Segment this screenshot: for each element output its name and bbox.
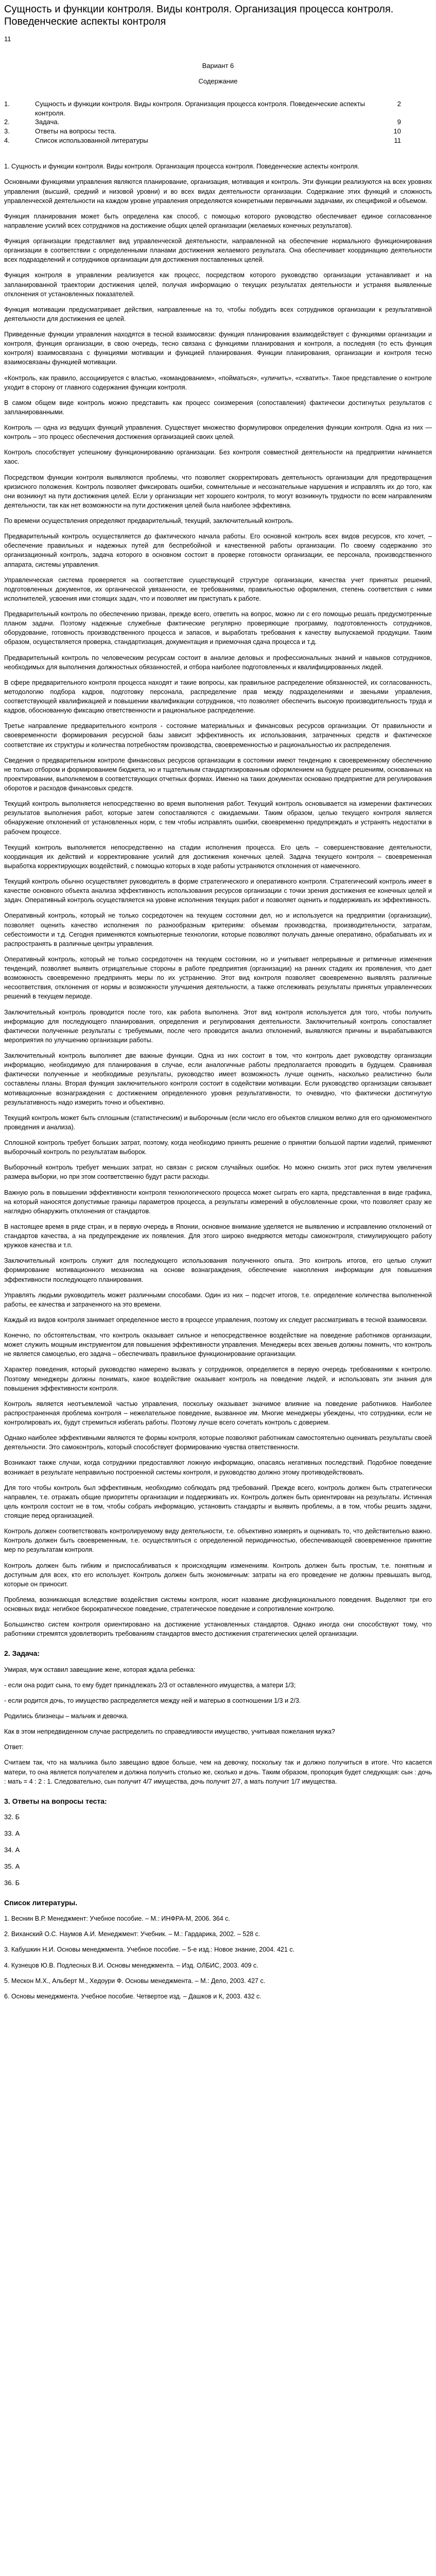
body-paragraph: Предварительный контроль осуществляется до фактического начала работы. Его основной контроль всех видов ресурсов, кто хочет, – обеспечение правильных и надежных путей для беспребойной и качественной работы организации. По своему содержанию это организационный контроль, задача которого в основном состоит в проверке готовности организации, ее персонала, производственного аппарата, системы управления. bbox=[4, 533, 432, 568]
body-paragraph: Большинство систем контроля ориентировано на достижение установленных стандартов. Однако иногда они способствуют тому, что работники стремятся удовлетворить требованиям стандартов вместо достижения стратегических целей организации. bbox=[4, 1621, 432, 1638]
reference-item: 2. Виханский О.С. Наумов А.И. Менеджмент: Учебник. – М.: Гардарика, 2002. – 528 с. bbox=[4, 1930, 260, 1938]
title-page bbox=[4, 61, 432, 146]
body-paragraph: Возникают также случаи, когда сотрудники предоставляют ложную информацию, опасаясь негативных последствий. Подобное поведение возникает в результате неправильно построенной системы контроля, и руководство должно этому противодействовать. bbox=[4, 1459, 432, 1476]
body-paragraph: Сведения о предварительном контроле финансовых ресурсов организации в состоянии имеют тенденцию к своевременному обеспечению не только отбором и формированием бюджета, но и тщательным стандартизированным оформлением на будущее решениям, основанных на проектировании, выполняемом в соответствующих отчетных формах. Именно на таких документах основано предприятие для регулирования оборотов и расходов финансовых средств. bbox=[4, 756, 432, 792]
toc-entry-title: Сущность и функции контроля. Виды контроля. Организация процесса контроля. Поведенческие аспекты контроля. bbox=[35, 99, 365, 117]
body-paragraph: Для того чтобы контроль был эффективным, необходимо соблюдать ряд требований. Прежде всего, контроль должен быть стратегически направлен, т.е. отражать общие приоритеты организации и поддерживать их. Контроль должен быть ориентирован на результаты. Истинная цель контроля состоит не в том, чтобы собрать информацию, установить стандарты и выявить проблемы, а в том, чтобы решить задачи, стоящие перед организацией. bbox=[4, 1484, 432, 1520]
body-paragraph: Управленческая система проверяется на соответствие существующей структуре организации, качества учет принятых решений, подготовленных документов, их органической увязанности, ее требованиями, правильностью оформления, степень соответствия с ними исполнителей, усвоения ими стоящих задач, что и позволяет им приступать к работе. bbox=[4, 576, 432, 602]
section-test-answers bbox=[4, 1797, 432, 1888]
body-paragraph: Конечно, по обстоятельствам, что контроль оказывает сильное и непосредственное воздействие на поведение работников организации, может служить мощным инструментом для повышения эффективности управления. Менеджеры всех звеньев должны помнить, что контроль не является самоцелью, его задача – обеспечивать правильное функционирование организации. bbox=[4, 1332, 432, 1358]
reference-item: 1. Веснин В.Р. Менеджмент: Учебное пособие. – М.: ИНФРА-М, 2006. 364 с. bbox=[4, 1915, 231, 1923]
references-list bbox=[4, 1914, 432, 2001]
task-paragraph: - если родится дочь, то имущество распределяется между ней и матерью в соотношении 1/3 и 2/3. bbox=[4, 1697, 301, 1704]
answer-item: 34. А bbox=[4, 1846, 20, 1854]
body-paragraph: Третье направление предварительного контроля - состояние материальных и финансовых ресурсов организации. От правильности и своевременности формирования ресурсной базы зависит эффективность их использования, затраченных средств и фактическое соответствие их структуры и количества потребностям производства, своевременностью и рациональностью их распределения. bbox=[4, 722, 432, 749]
reference-item: 5. Мескон М.Х., Альберт М., Хедоури Ф. Основы менеджмента. – М.: Дело, 2003. 427 с. bbox=[4, 1977, 266, 1985]
body-paragraph: Приведенные функции управления находятся в тесной взаимосвязи: функция планирования взаимодействует с функциями организации и контроля, функция организации, в свою очередь, тесно связана с функциями планирования и контроля, а последняя (то есть функция контроля) взаимосвязана с функциями мотивации и функцией планирования. Функции планирования, организации и контроля тесно взаимосвязаны функцией мотивации. bbox=[4, 331, 432, 366]
body-paragraph: В настоящее время в ряде стран, и в первую очередь в Японии, основное внимание уделяется не выявлению и исправлению отклонений от стандартов качества, а на предупреждение их появления. Для этого широко внедряются методы самоконтроля, стимулирующего работу кружков качества и т.п. bbox=[4, 1223, 432, 1249]
body-paragraph: Контроль — одна из ведущих функций управления. Существует множество формулировок определения функции контроля. Одна из них — контроль – это процесс обеспечения достижения организацией своих целей. bbox=[4, 424, 432, 441]
body-paragraph: Оперативный контроль, который не только сосредоточен на текущем состоянии дел, но и используется на предприятии (организации), позволяет оценить качество исполнения по разнообразным критериям: объемам производства, производительности, затратам, себестоимости и т.д. Сегодня применяются компьютерные технологии, которые позволяют получать данные оперативно, обрабатывать их и распространять в различные центры управления. bbox=[4, 912, 432, 947]
task-paragraph: - если она родит сына, то ему будет принадлежать 2/3 от оставленного имущества, а матери 1/3; bbox=[4, 1681, 296, 1689]
toc-entry bbox=[4, 136, 432, 145]
answer-item: 33. А bbox=[4, 1829, 20, 1838]
body-paragraph: Функция организации представляет вид управленческой деятельности, направленной на обеспечение нормального функционирования организации в соответствии с определенными планами достижения желаемого результата. Она обеспечивает координацию деятельности всех подразделений и сотрудников организации для достижения поставленных целей. bbox=[4, 238, 432, 264]
body-paragraph: Предварительный контроль по обеспечению призван, прежде всего, ответить на вопрос, можно ли с его помощью решать предусмотренные планом задачи. Поэтому надежные служебные фактические регулярно проверяющие программу, подготовленность сотрудников, оборудование, готовность производственного процесса и запасов, и выработать требования к качеству выпускаемой продукции. Таким образом, осуществляется проверка, стандартизация, документация и приемочная сдача процесса и т.д. bbox=[4, 611, 432, 646]
body-paragraph: Характер поведения, который руководство намерено вызвать у сотрудников, определяется в первую очередь требованиями к контролю. Поэтому менеджеры должны понимать, какое воздействие оказывает контроль на поведение людей, и использовать эти знания для повышения эффективности контроля. bbox=[4, 1366, 432, 1392]
section-control-essence bbox=[4, 162, 432, 1638]
body-paragraph: Каждый из видов контроля занимает определенное место в процессе управления, поэтому их следует рассматривать в тесной взаимосвязи. bbox=[4, 1316, 428, 1324]
body-paragraph: В самом общем виде контроль можно представить как процесс соизмерения (сопоставления) фактически достигнутых результатов с запланированными. bbox=[4, 399, 432, 416]
body-paragraph: Заключительный контроль выполняет две важные функции. Одна из них состоит в том, что контроль дает руководству организации информацию, необходимую для планирования в случае, если аналогичные работы предполагается проводить в будущем. Сравнивая фактически полученные и необходимые результаты, руководство имеет возможность лучше оценить, насколько реалистично были составлены планы. Вторая функция заключительного контроля состоит в содействии мотивации. Если руководство организации связывает мотивационные вознаграждения с достижением определенного уровня результативности, то очевидно, что фактически достигнутую результативность надо измерить точно и объективно. bbox=[4, 1052, 432, 1106]
body-paragraph: Текущий контроль может быть сплошным (статистическим) и выборочным (если число его объектов слишком велико для его одномоментного проведения и анализа). bbox=[4, 1114, 432, 1131]
body-paragraph: «Контроль, как правило, ассоциируется с властью, «командованием», «пойматься», «уличить», «схватить». Такое представление о контроле уходит в сторону от главного содержания функции контроля. bbox=[4, 374, 432, 391]
answer-item: 35. А bbox=[4, 1862, 20, 1870]
body-paragraph: Важную роль в повышении эффективности контроля технологического процесса может сыграть его карта, представленная в виде графика, на который наносятся допустимые границы параметров процесса, а результаты измерений в обусловленные сроки, что позволяет сразу же наглядно обнаружить отклонения от стандартов. bbox=[4, 1189, 432, 1215]
body-paragraph: Функция контроля в управлении реализуется как процесс, посредством которого руководство организации устанавливает и на запланированной траектории достижения целей, получая информацию о текущих результатах деятельности и устраняя выявленные отклонения от установленных показателей. bbox=[4, 272, 432, 298]
reference-item: 3. Кабушкин Н.И. Основы менеджмента. Учебное пособие. – 5-е изд.: Новое знание, 2004. 421 с. bbox=[4, 1946, 295, 1954]
body-paragraph: Предварительный контроль по человеческим ресурсам состоит в анализе деловых и профессиональных знаний и навыков сотрудников, необходимых для выполнения должностных обязанностей, и отбора наиболее подготовленных и квалифицированных людей. bbox=[4, 654, 432, 671]
task-paragraph: Как в этом непредвиденном случае распределить по справедливости имущество, учитывая пожелания мужа? bbox=[4, 1728, 335, 1736]
section-references bbox=[4, 1898, 432, 2001]
answers-list bbox=[4, 1812, 432, 1888]
body-paragraph: По времени осуществления определяют предварительный, текущий, заключительный контроль. bbox=[4, 517, 294, 525]
toc-entry-number: 2. bbox=[4, 118, 10, 126]
body-paragraph: Выборочный контроль требует меньших затрат, но связан с риском случайных ошибок. Но можно снизить этот риск путем увеличения размера выборки, но при этом соответственно будут расти расходы. bbox=[4, 1164, 432, 1181]
references-heading: Список литературы. bbox=[4, 1898, 78, 1907]
task-paragraph: Считаем так, что на мальчика было завещано вдвое больше, чем на девочку, поскольку так и должно получиться в итоге. Что касается матери, то она является получателем и должна получить столько же, сколько и дочь. Таким образом, пропорция будет следующая: сын : дочь : мать = 4 : 2 : 1. Следовательно, сын получит 4/7 имущества, дочь получит 2/7, а мать получит 1/7 имущества. bbox=[4, 1759, 432, 1785]
body-paragraph: Проблема, возникающая вследствие воздействия системы контроля, носит название дисфункционального поведения. Выделяют три его основных вида: негибкое бюрократическое поведение, стратегическое поведение и сопротивление контролю. bbox=[4, 1596, 432, 1613]
page-title: Сущность и функции контроля. Виды контроля. Организация процесса контроля. Поведенческие аспекты контроля bbox=[4, 4, 394, 28]
toc-entry-page: 2 bbox=[397, 99, 401, 108]
task-paragraph: Умирая, муж оставил завещание жене, которая ждала ребенка: bbox=[4, 1666, 196, 1673]
toc-entry bbox=[4, 99, 432, 118]
body-paragraph: В сфере предварительного контроля процесса находят и такие вопросы, как правильное распределение обязанностей, их согласованность, методологию подбора кадров, подготовку персонала, распределение прав между подразделениями и звеньями управления, соответствующей квалификацией и повышении квалификации сотрудников, что позволяет обеспечить высокую производительность труда и кадров, обоснованную фиксацию ответственности и рациональное распределение. bbox=[4, 679, 432, 715]
body-paragraph: Текущий контроль обычно осуществляет руководитель в форме стратегического и оперативного контроля. Стратегический контроль имеет в качестве основного объекта анализа эффективность использования ресурсов организации с точки зрения достижения ее конечных целей и задач. Оперативный контроль осуществляется на уровне исполнения текущих работ и позволяет оценить и поддерживать их эффективность. bbox=[4, 878, 432, 904]
body-paragraph: Однако наиболее эффективными являются те формы контроля, которые позволяют работникам самостоятельно оценивать результаты своей деятельности. Это самоконтроль, который способствует формированию чувства ответственности. bbox=[4, 1434, 432, 1451]
answer-item: 36. Б bbox=[4, 1878, 20, 1887]
body-paragraph: 1. Сущность и функции контроля. Виды контроля. Организация процесса контроля. Поведенческие аспекты контроля. bbox=[4, 163, 359, 171]
body-paragraph: Контроль является неотъемлемой частью управления, поскольку оказывает значимое влияние на поведение работников. Наиболее распространенная проблема контроля – нежелательное поведение, вызванное им. Многие менеджеры убеждены, что сотрудники, если не контролировать их, будут стремиться избегать работы. Поэтому лучше всего сочетать контроль с доверием. bbox=[4, 1400, 432, 1427]
body-paragraph: Текущий контроль выполняется непосредственно во время выполнения работ. Текущий контроль основывается на измерении фактических результатов выполнения работ, которые затем сопоставляются с ожидаемыми. Таким образом, целью текущего контроля является обнаружение отклонений от установленных норм, с тем чтобы исправлять ошибки, своевременно предупреждать и устранять недостатки в рабочем процессе. bbox=[4, 800, 432, 836]
toc-entry-title: Задача. bbox=[35, 118, 60, 126]
toc-heading: Содержание bbox=[198, 77, 238, 85]
body-paragraph: Функция мотивации предусматривает действия, направленные на то, чтобы побудить всех сотрудников организации к результативной деятельности для достижения ее целей. bbox=[4, 306, 432, 323]
answer-item: 32. Б bbox=[4, 1813, 20, 1821]
page-number: 11 bbox=[4, 35, 11, 43]
body-paragraph: Оперативный контроль, который не только сосредоточен на текущем состоянии, но и учитывает непрерывные и ритмичные изменения тенденций, позволяет выявить отрицательные стороны в работе предприятия (организации) на ранних стадиях их проявления, что дает возможность своевременно предпринять меры по их устранению. Этот вид контроля позволяет своевременно выявлять различные несоответствия, отклонения от нормы и возможности улучшения деятельности, а также отслеживать результаты принятых управленческих решений в текущем периоде. bbox=[4, 955, 432, 1001]
body-paragraph: Контроль способствует успешному функционированию организации. Без контроля совместной деятельности на предприятии начинается хаос. bbox=[4, 449, 432, 466]
toc-entry bbox=[4, 117, 432, 127]
body-paragraph: Основными функциями управления являются планирование, организация, мотивация и контроль. Эти функции реализуются на всех уровнях управления (высший, средний и низовой уровни) и во всех видах деятельности организации. Содержание этих функций и сложность управленческой деятельности на каждом уровне управления определяются конкретными первичными задачами, их спецификой и объемом. bbox=[4, 178, 432, 205]
task-paragraph: Ответ: bbox=[4, 1743, 24, 1751]
task-body bbox=[4, 1665, 432, 1786]
toc-entry bbox=[4, 127, 432, 136]
variant-label: Вариант 6 bbox=[202, 61, 234, 70]
toc-entry-number: 1. bbox=[4, 99, 10, 108]
toc-entry-page: 10 bbox=[393, 127, 401, 135]
toc-entry-number: 4. bbox=[4, 137, 10, 145]
body-paragraph: Функция планирования может быть определена как способ, с помощью которого руководство обеспечивает единое согласованное направление усилий всех сотрудников на достижение общих целей организации (желаемых конечных результатов). bbox=[4, 212, 432, 229]
toc-entry-page: 9 bbox=[397, 118, 401, 126]
reference-item: 6. Основы менеджмента. Учебное пособие. Четвертое изд. – Дашков и К, 2003. 432 с. bbox=[4, 1992, 261, 2000]
body-paragraph: Заключительный контроль проводится после того, как работа выполнена. Этот вид контроля используется для того, чтобы получить информацию для последующего планирования, определения и регулирования деятельности. Заключительный контроль сопоставляет фактически полученные результаты с требуемыми, после чего проводится анализ отклонений, выявляются причины и вырабатываются мероприятия по улучшению организации работы. bbox=[4, 1008, 432, 1044]
table-of-contents bbox=[4, 99, 432, 146]
section-task bbox=[4, 1649, 432, 1786]
body-paragraph: Контроль должен соответствовать контролируемому виду деятельности, т.е. объективно измерять и оценивать то, что действительно важно. Контроль должен быть своевременным, т.е. осуществляться с определенной периодичностью, обеспечивающей своевременное принятие мер по результатам контроля. bbox=[4, 1528, 432, 1554]
reference-item: 4. Кузнецов Ю.В. Подлесных В.И. Основы менеджмента. – Изд. ОЛБИС, 2003. 409 с. bbox=[4, 1961, 258, 1969]
body-paragraph: Сплошной контроль требует больших затрат, поэтому, когда необходимо принять решение о принятии большой партии изделий, применяют выборочный контроль по результатам выборок. bbox=[4, 1139, 432, 1156]
toc-entry-page: 11 bbox=[394, 137, 401, 145]
toc-entry-number: 3. bbox=[4, 127, 10, 135]
toc-entry-title: Список использованной литературы bbox=[35, 137, 148, 145]
task-heading: 2. Задача: bbox=[4, 1649, 40, 1658]
body-paragraph: Текущий контроль выполняется непосредственно на стадии исполнения процесса. Его цель – совершенствование деятельности, координация их действий и корректирование усилий для достижения конечных целей. Задача текущего контроля – своевременная выработка корректирующих воздействий, с помощью которых в ходе работы устраняются отклонения от намеченного. bbox=[4, 843, 432, 870]
body-paragraph: Заключительный контроль служит для последующего использования полученного опыта. Это контроль итогов, его целью служит формирование мотивационного механизма на основе вознаграждения, обеспечение накопления информации для повышения эффективности последующего планирования. bbox=[4, 1257, 432, 1283]
body-paragraph: Посредством функции контроля выявляются проблемы, что позволяет скорректировать деятельность организации для предотвращения кризисного положения. Контроль позволяет фиксировать ошибки, сомнительные и несознательные нарушения и исправлять их до того, как они возникнут на пути достижения целей. Если у организации нет хорошего контроля, то могут возникнуть трудности по всем направлениям деятельности, так как нет возможности на пути достижения целей была наиболее эффективна. bbox=[4, 473, 432, 509]
body-paragraph: Контроль должен быть гибким и приспосабливаться к происходящим изменениям. Контроль должен быть простым, т.е. понятным и доступным для всех, кто его использует. Контроль должен быть экономичным: затраты на его проведение не должны превышать выгод, которые он приносит. bbox=[4, 1562, 432, 1588]
body-paragraph: Управлять людьми руководитель может различными способами. Один из них – подсчет итогов, т.е. определение количества выполненной работы, ее качества и затраченного на это времени. bbox=[4, 1291, 432, 1308]
toc-entry-title: Ответы на вопросы теста. bbox=[35, 127, 116, 135]
task-paragraph: Родились близнецы – мальчик и девочка. bbox=[4, 1713, 129, 1720]
answers-heading: 3. Ответы на вопросы теста: bbox=[4, 1797, 107, 1805]
